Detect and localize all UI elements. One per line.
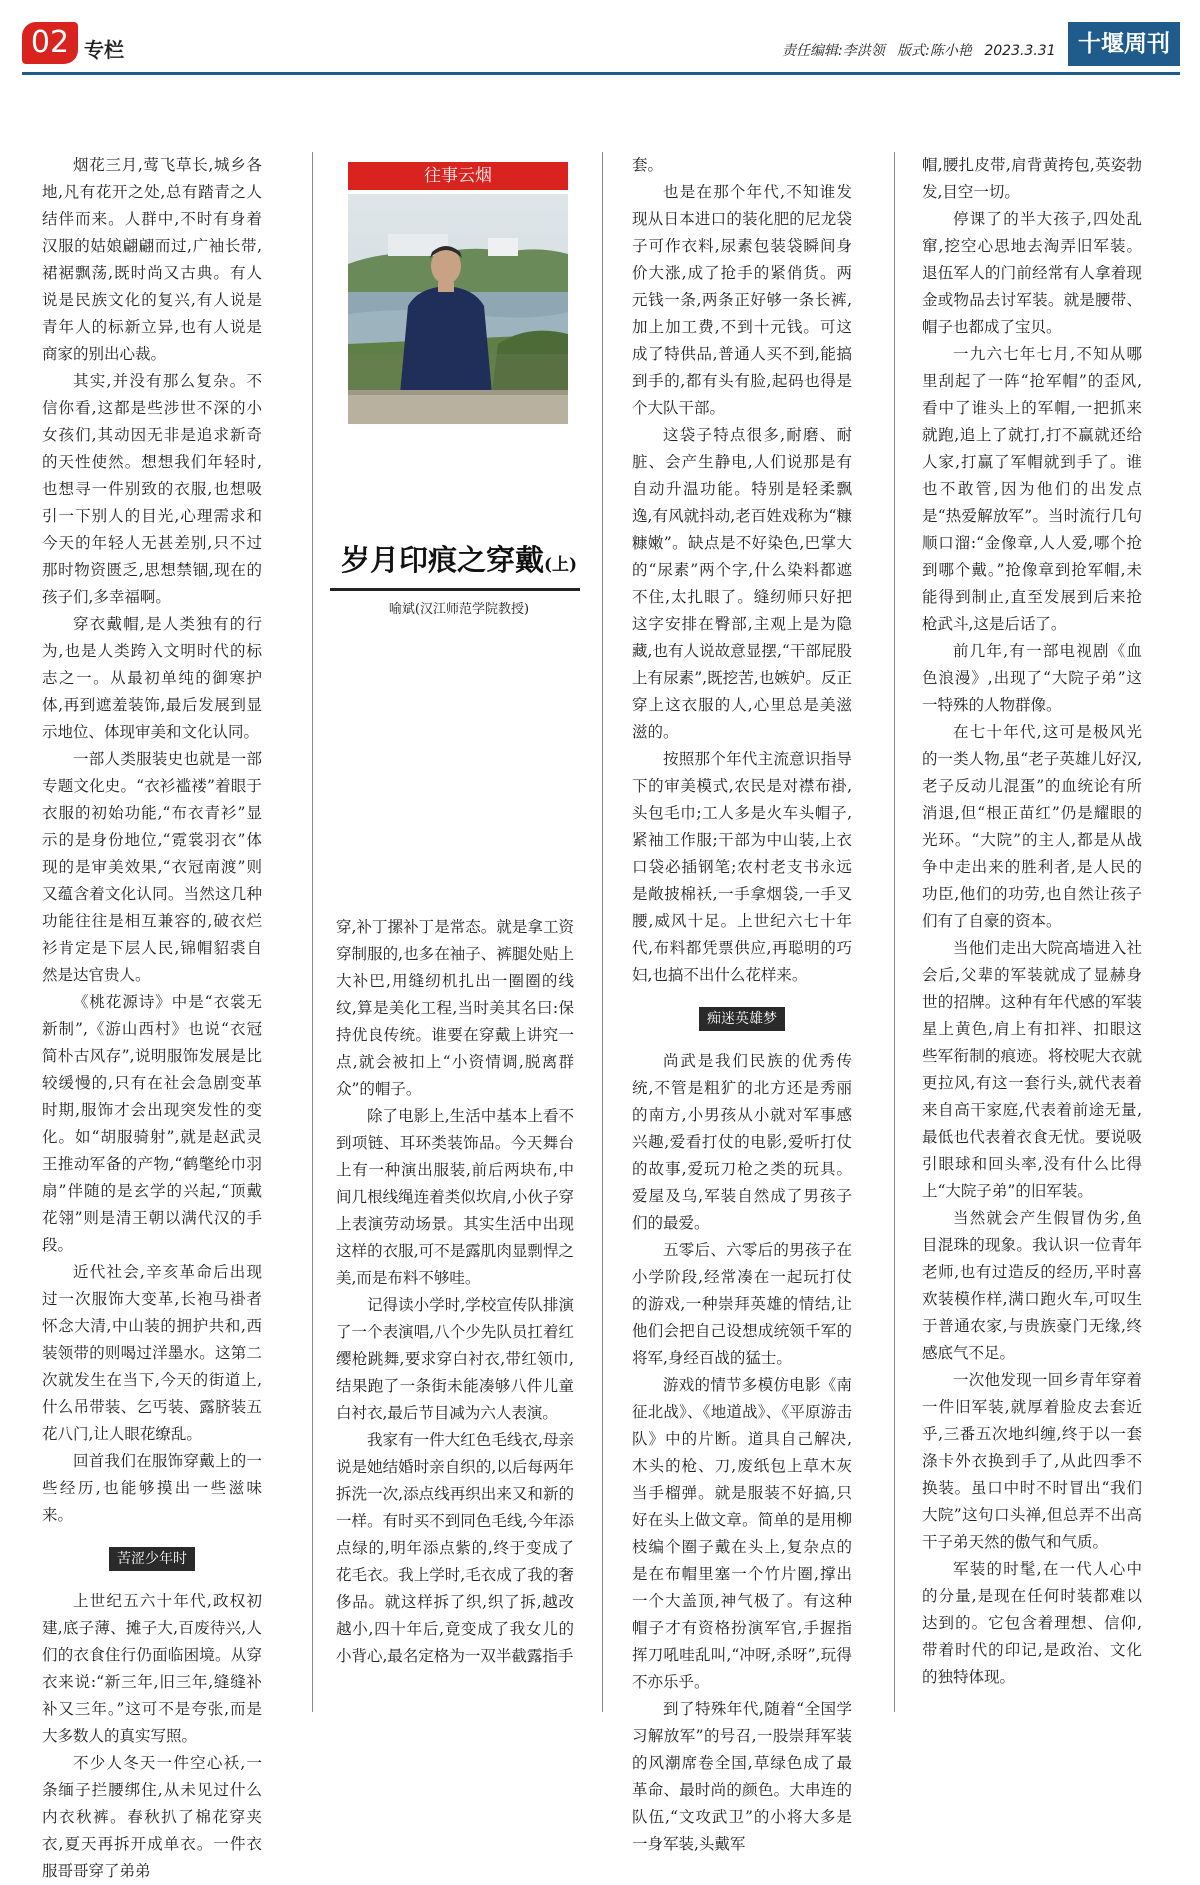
- article-column-3: [632, 152, 852, 1858]
- paragraph: 到了特殊年代,随着“全国学习解放军”的号召,一股崇拜军装的风潮席卷全国,草绿色成了最革命、最时尚的颜色。大串连的队伍,“文攻武卫”的小将大多是一身军装,头戴军: [632, 1700, 852, 1853]
- author-byline: 喻斌(汉江师范学院教授): [388, 602, 530, 617]
- layout-credit: 版式:陈小艳: [897, 43, 972, 59]
- article-title: 岁月印痕之穿戴(上): [340, 543, 578, 577]
- header-rule: [22, 72, 1180, 75]
- issue-date: 2023.3.31: [984, 43, 1056, 59]
- paragraph: 套。: [632, 156, 664, 174]
- paragraph: 除了电影上,生活中基本上看不到项链、耳环类装饰品。今天舞台上有一种演出服装,前后两块布,中间几根线绳连着类似坎肩,小伙子穿上表演劳动场景。其实生活中出现这样的衣服,可不是露肌肉显剽悍之美,而是布料不够哇。: [336, 1107, 574, 1287]
- paragraph: 尚武是我们民族的优秀传统,不管是粗犷的北方还是秀丽的南方,小男孩从小就对军事感兴趣,爱看打仗的电影,爱听打仗的故事,爱玩刀枪之类的玩具。爱屋及乌,军装自然成了男孩子们的最爱。: [632, 1052, 852, 1232]
- paragraph: 这袋子特点很多,耐磨、耐脏、会产生静电,人们说那是有自动升温功能。特别是轻柔飘逸,有风就抖动,老百姓戏称为“糠糠嫩”。缺点是不好染色,巴掌大的“尿素”两个字,什么染料都遮不住,太扎眼了。缝纫师只好把这字安排在臀部,主观上是为隐藏,也有人说故意显摆,“干部屁股上有尿素”,既挖苦,也嫉妒。反正穿上这衣服的人,心里总是美滋滋的。: [632, 426, 852, 741]
- paragraph: 不少人冬天一件空心袄,一条缅子拦腰绑住,从未见过什么内衣秋裤。春秋扒了棉花穿夹衣,夏天再拆开成单衣。一件衣服哥哥穿了弟弟: [42, 1754, 262, 1880]
- paragraph: 烟花三月,莺飞草长,城乡各地,凡有花开之处,总有踏青之人结伴而来。人群中,不时有身着汉服的姑娘翩翩而过,广袖长带,裙裾飘荡,既时尚又古典。有人说是民族文化的复兴,有人说是青年人的标新立异,也有人说是商家的别出心裁。: [42, 156, 262, 363]
- article-column-4: [922, 152, 1142, 1691]
- section-label: 专栏: [84, 38, 124, 62]
- title-rule: [330, 588, 580, 591]
- paragraph: 一部人类服装史也就是一部专题文化史。“衣衫褴褛”着眼于衣服的初始功能,“布衣青衫”显示的是身份地位,“霓裳羽衣”体现的是审美效果,“衣冠南渡”则又蕴含着文化认同。当然这几种功能往往是相互兼容的,破衣烂衫肯定是下层人民,锦帽貂裘自然是达官贵人。: [42, 750, 262, 984]
- subheading: 苦涩少年时: [42, 1545, 262, 1572]
- column-divider: [602, 152, 603, 1712]
- editor-name: 责任编辑:李洪领: [782, 43, 885, 59]
- paragraph: 也是在那个年代,不知谁发现从日本进口的装化肥的尼龙袋子可作衣料,尿素包装袋瞬间身价大涨,成了抢手的紧俏货。两元钱一条,两条正好够一条长裤,加上加工费,不到十元钱。可这成了特供品,普通人买不到,能搞到手的,都有头有脸,起码也得是个大队干部。: [632, 183, 852, 417]
- paragraph: 帽,腰扎皮带,肩背黄挎包,英姿勃发,目空一切。: [922, 156, 1142, 201]
- paragraph: 五零后、六零后的男孩子在小学阶段,经常凑在一起玩打仗的游戏,一种崇拜英雄的情结,让他们会把自己设想成统领千军的将军,身经百战的猛士。: [632, 1241, 852, 1367]
- paragraph: 穿衣戴帽,是人类独有的行为,也是人类跨入文明时代的标志之一。从最初单纯的御寒护体,再到遮羞装饰,最后发展到显示地位、体现审美和文化认同。: [42, 615, 262, 741]
- paragraph: 上世纪五六十年代,政权初建,底子薄、摊子大,百废待兴,人们的衣食住行仍面临困境。从穿衣来说:“新三年,旧三年,缝缝补补又三年。”这可不是夸张,而是大多数人的真实写照。: [42, 1592, 262, 1745]
- page-header: [0, 0, 1200, 90]
- paragraph: 当他们走出大院高墙进入社会后,父辈的军装就成了显赫身世的招牌。这种有年代感的军装星上黄色,肩上有扣袢、扣眼这些军衔制的痕迹。将校呢大衣就更拉风,有这一套行头,就代表着来自高干家庭,代表着前途无量,最低也代表着衣食无忧。要说吸引眼球和回头率,没有什么比得上“大院子弟”的旧军装。: [922, 939, 1142, 1200]
- paragraph: 按照那个年代主流意识指导下的审美模式,农民是对襟布褂,头包毛巾;工人多是火车头帽子,紧袖工作服;干部为中山装,上衣口袋必插钢笔;农村老支书永远是敞披棉袄,一手拿烟袋,一手叉腰,威风十足。上世纪六七十年代,布料都凭票供应,再聪明的巧妇,也搞不出什么花样来。: [632, 750, 852, 984]
- paragraph: 游戏的情节多模仿电影《南征北战》、《地道战》、《平原游击队》中的片断。道具自己解决,木头的枪、刀,废纸包上草木灰当手榴弹。就是服装不好搞,只好在头上做文章。简单的是用柳枝编个圈子戴在头上,复杂点的是在布帽里塞一个竹片圈,撑出一个大盖顶,神气极了。有这种帽子才有资格扮演军官,手握指挥刀吼哇乱叫,“冲呀,杀呀”,玩得不亦乐乎。: [632, 1376, 852, 1691]
- paragraph: 军装的时髦,在一代人心中的分量,是现在任何时装都难以达到的。它包含着理想、信仰,带着时代的印记,是政治、文化的独特体现。: [922, 1560, 1142, 1686]
- article-column-1: [42, 152, 262, 1885]
- paragraph: 一次他发现一回乡青年穿着一件旧军装,就厚着脸皮去套近乎,三番五次地纠缠,终于以一套涤卡外衣换到手了,从此四季不换装。虽口中时不时冒出“我们大院”这句口头禅,但总弄不出高干子弟天然的傲气和气质。: [922, 1371, 1142, 1551]
- paragraph: 《桃花源诗》中是“衣裳无新制”,《游山西村》也说“衣冠简朴古风存”,说明服饰发展是比较缓慢的,只有在社会急剧变革时期,服饰才会出现突发性的变化。如“胡服骑射”,就是赵武灵王推动军备的产物,“鹤氅纶巾羽扇”伴随的是玄学的兴起,“顶戴花翎”则是清王朝以满代汉的手段。: [42, 993, 262, 1254]
- column-divider: [312, 152, 313, 1712]
- paragraph: 在七十年代,这可是极风光的一类人物,虽“老子英雄儿好汉,老子反动儿混蛋”的血统论有所消退,但“根正苗红”仍是耀眼的光环。“大院”的主人,都是从战争中走出来的胜利者,是人民的功臣,他们的功劳,也自然让孩子们有了自豪的资本。: [922, 723, 1142, 930]
- paragraph: 穿,补丁摞补丁是常态。就是拿工资穿制服的,也多在袖子、裤腿处贴上大补巴,用缝纫机扎出一圈圈的线纹,算是美化工程,当时美其名曰:保持优良传统。谁要在穿戴上讲究一点,就会被扣上“小资情调,脱离群众”的帽子。: [336, 918, 574, 1098]
- subheading: 痴迷英雄梦: [632, 1005, 852, 1032]
- page-number-badge: 02: [22, 22, 78, 64]
- column-divider: [894, 152, 895, 1712]
- paragraph: 前几年,有一部电视剧《血色浪漫》,出现了“大院子弟”这一特殊的人物群像。: [922, 642, 1142, 714]
- editor-credits: [782, 40, 1064, 60]
- column-tag: 往事云烟: [348, 162, 568, 190]
- paragraph: 我家有一件大红色毛线衣,母亲说是她结婚时亲自织的,以后每两年拆洗一次,添点线再织出来又和新的一样。有时买不到同色毛线,今年添点绿的,明年添点紫的,终于变成了花毛衣。我上学时,毛衣成了我的奢侈品。就这样拆了织,织了拆,越改越小,四十年后,竟变成了我女儿的小背心,最名定格为一双半截露指手: [336, 1431, 574, 1665]
- paragraph: 其实,并没有那么复杂。不信你看,这都是些涉世不深的小女孩们,其动因无非是追求新奇的天性使然。想想我们年轻时,也想寻一件别致的衣服,也想吸引一下别人的目光,心理需求和今天的年轻人无甚差别,只不过那时物资匮乏,思想禁锢,现在的孩子们,多幸福啊。: [42, 372, 262, 606]
- paragraph: 一九六七年七月,不知从哪里刮起了一阵“抢军帽”的歪风,看中了谁头上的军帽,一把抓来就跑,追上了就打,打不赢就还给人家,打赢了军帽就到手了。谁也不敢管,因为他们的出发点是“热爱解放军”。当时流行几句顺口溜:“金像章,人人爱,哪个抢到哪个戴。”抢像章到抢军帽,未能得到制止,直至发展到后来抢枪武斗,这是后话了。: [922, 345, 1142, 633]
- article-column-2: [336, 914, 574, 1670]
- masthead-logo: 十堰周刊: [1068, 22, 1180, 66]
- paragraph: 记得读小学时,学校宣传队排演了一个表演唱,八个少先队员扛着红缨枪跳舞,要求穿白衬衣,带红领巾,结果跑了一条街未能凑够八件儿童白衬衣,最后节目减为六人表演。: [336, 1296, 574, 1422]
- paragraph: 停课了的半大孩子,四处乱窜,挖空心思地去淘弄旧军装。退伍军人的门前经常有人拿着现金或物品去讨军装。就是腰带、帽子也都成了宝贝。: [922, 210, 1142, 336]
- author-photo: [348, 194, 568, 424]
- paragraph: 当然就会产生假冒伪劣,鱼目混珠的现象。我认识一位青年老师,也有过造反的经历,平时喜欢装模作样,满口跑火车,可叹生于普通农家,与贵族豪门无缘,终感底气不足。: [922, 1209, 1142, 1362]
- paragraph: 近代社会,辛亥革命后出现过一次服饰大变革,长袍马褂者怀念大清,中山装的拥护共和,西装领带的则喝过洋墨水。这第二次就发生在当下,今天的街道上,什么吊带装、乞丐装、露脐装五花八门,让人眼花缭乱。: [42, 1263, 262, 1443]
- paragraph: 回首我们在服饰穿戴上的一些经历,也能够摸出一些滋味来。: [42, 1452, 262, 1524]
